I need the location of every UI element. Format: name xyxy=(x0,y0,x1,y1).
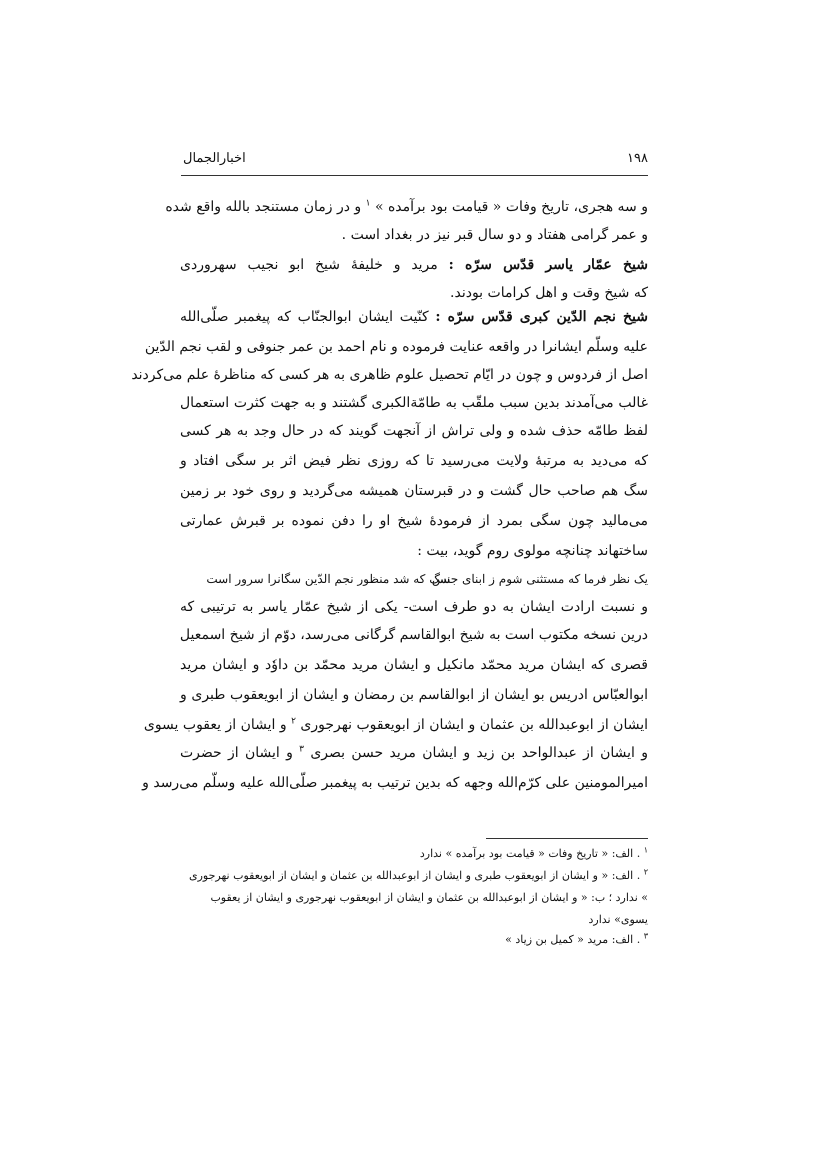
footnote-3 xyxy=(180,932,648,950)
body-line-15: و نسبت ارادت ایشان به دو طرف است- یکی از شیخ عمّار یاسر به ترتیبی که xyxy=(180,599,648,615)
body-line-12: می‌مالید چون سگی بمرد از فرمودهٔ شیخ او را دفن نموده بر قبرش عمارتی xyxy=(180,513,648,529)
body-line-16: درین نسخه مکتوب است به شیخ ابوالقاسم گرگانی می‌رسد، دوّم از شیخ اسمعیل xyxy=(179,627,648,643)
body-text: و ایشان از عبدالواحد بن زید و ایشان مرید حسن بصری xyxy=(310,745,648,761)
body-line-18: ابوالعبّاس ادریس بو ایشان از ابوالقاسم بن رمضان و ایشان از ابویعقوب طبری و xyxy=(180,687,648,703)
footnote-1 xyxy=(180,846,648,864)
body-text: ایشان از ابوعبدالله بن عثمان و ایشان از ابویعقوب نهرجوری xyxy=(300,717,648,733)
body-line-17: قصری که ایشان مرید محمّد مانکیل و ایشان مرید محمّد بن داوٗد و ایشان مرید xyxy=(180,657,648,673)
footnote-2-end xyxy=(180,912,648,930)
body-line-10: که می‌دید به مرتبهٔ ولایت می‌رسید تا که روزی نظر فیض اثر بر سگی افتاد و xyxy=(180,453,648,469)
header-rule xyxy=(181,175,648,176)
body-line-11: سگ هم صاحب حال گشت و در قبرستان همیشه می‌گردید و روی خود بر زمین xyxy=(180,483,648,499)
body-text: و سه هجری، تاریخ وفات « قیامت بود برآمده » xyxy=(374,199,648,215)
body-line-6: علیه وسلّم ایشانرا در واقعه عنایت فرموده و نام احمد بن عمر جنوفی و لقب نجم الدّین xyxy=(144,339,648,355)
body-line-1 xyxy=(165,196,648,220)
body-line-13: ساختهاند چنانچه مولوی روم گوید، بیت : xyxy=(417,543,648,559)
footnote-rule xyxy=(486,838,648,839)
footnote-mark: ۲ xyxy=(643,867,648,877)
footnote-text: . الف: « و ایشان از ابویعقوب طبری و ایشان از ابوعبدالله بن عثمان و ایشان از ابویعقوب نهرجوری xyxy=(189,869,641,882)
body-text: و ایشان از یعقوب یسوی xyxy=(143,717,287,733)
page-number: ۱۹۸ xyxy=(627,151,648,166)
footnote-2-continued xyxy=(180,890,648,908)
footnote-text: یسوی» ندارد xyxy=(588,913,648,926)
heading-text: شیخ عمّار یاسر قدّس سرّه : xyxy=(448,257,649,273)
body-line-4: که شیخ وقت و اهل کرامات بودند. xyxy=(450,285,648,301)
footnote-2 xyxy=(180,868,648,886)
body-text: کنّیت ایشان ابوالجنّاب که پیغمبر صلّی‌الله xyxy=(180,309,429,325)
body-line-20 xyxy=(180,742,648,766)
footnote-mark: ۳ xyxy=(643,931,648,941)
body-text: و در زمان مستنجد بالله واقع شده xyxy=(165,199,362,215)
footnote-ref[interactable]: ۲ xyxy=(291,716,296,727)
footnote-ref[interactable]: ۳ xyxy=(299,744,305,755)
footnote-text: . الف: مرید « کمیل بن زیاد » xyxy=(505,933,641,946)
body-line-19 xyxy=(143,714,648,738)
verse-hemistich-1: یک نظر فرما که مستثنی شوم ز ابنای جنس xyxy=(431,572,648,586)
body-line-9: لفظ طامّه حذف شده و ولی تراش از آنجهت گویند که در حال وجد به هر کسی xyxy=(180,423,648,439)
body-line-21: امیرالمومنین علی کرّم‌الله وجهه که بدین ترتیب به پیغمبر صلّی‌الله علیه وسلّم می‌رسد و xyxy=(142,775,648,791)
footnote-text: » ندارد ؛ ب: « و ایشان از ابوعبدالله بن عثمان و ایشان از ابویعقوب نهرجوری و ایشان از یعقوب xyxy=(210,891,648,904)
body-line-2: و عمر گرامی هفتاد و دو سال قبر نیز در بغداد است . xyxy=(341,227,648,243)
section-heading-najm-al-din-kubra xyxy=(180,306,648,330)
body-text: و ایشان از حضرت xyxy=(180,745,293,761)
footnote-text: . الف: « تاریخ وفات « قیامت بود برآمده » ندارد xyxy=(419,847,641,860)
verse-hemistich-2: سگ که شد منظور نجم الدّین سگانرا سرور است xyxy=(206,572,450,586)
footnote-mark: ۱ xyxy=(643,845,648,855)
running-title: اخبارالجمال xyxy=(183,151,246,166)
heading-text: شیخ نجم الدّین کبری قدّس سرّه : xyxy=(435,309,648,325)
footnote-ref[interactable]: ۱ xyxy=(365,198,371,209)
body-line-8: غالب می‌آمدند بدین سبب ملقّب به طامّةالکبری گشتند و به جهت کثرت استعمال xyxy=(180,395,648,411)
body-text: مرید و خلیفهٔ شیخ ابو نجیب سهروردی xyxy=(180,257,438,273)
body-line-7: اصل از فردوس و چون در ایّام تحصیل علوم ظاهری به هر کسی که مناظرهٔ علم می‌کردند xyxy=(131,367,648,383)
section-heading-ammar-yasir xyxy=(180,254,648,278)
